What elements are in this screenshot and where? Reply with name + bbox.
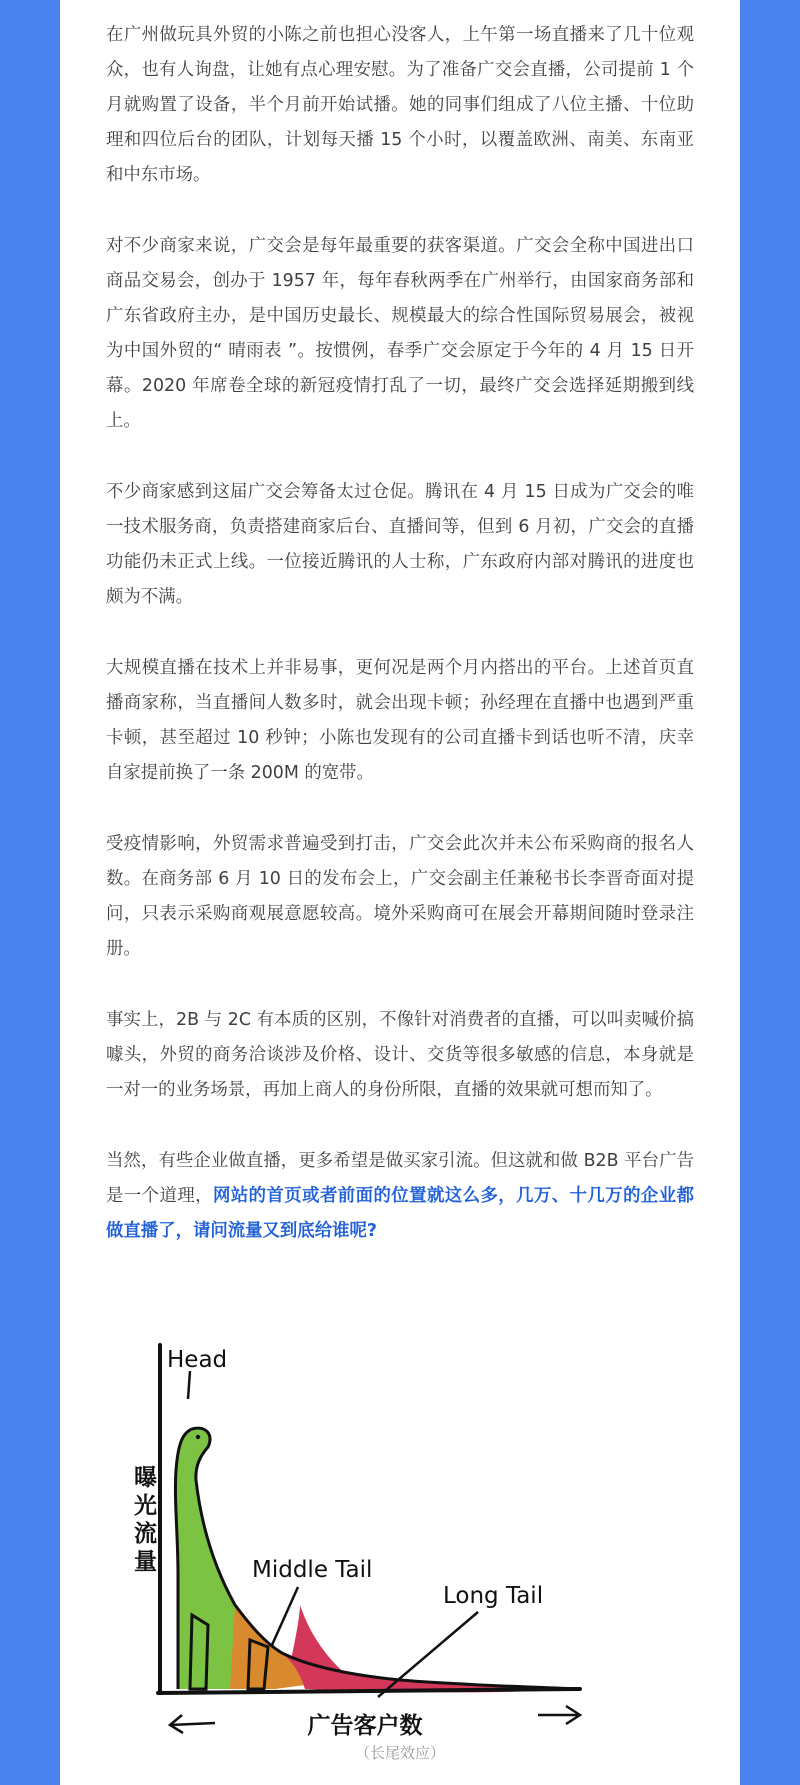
x-axis-label: 广告客户数 [307,1713,423,1739]
right-arrow-icon [538,1706,580,1724]
figure-caption: （长尾效应） [354,1744,445,1762]
left-arrow-icon [170,1715,215,1733]
long-tail-illustration [60,1275,740,1745]
middle-tail-label: Middle Tail [252,1557,373,1583]
article-page [60,0,740,1785]
long-tail-label: Long Tail [443,1583,544,1609]
paragraph: 对不少商家来说，广交会是每年最重要的获客渠道。广交会全称中国进出口商品交易会，创办于 1957 年，每年春秋两季在广州举行，由国家商务部和广东省政府主办，是中国历史最长、规模最大的综合性国际贸易展会，被视为中国外贸的“ 晴雨表 ”。按惯例，春季广交会原定于今年的 4 月 15 日开幕。2020 年席卷全球的新冠疫情打乱了一切，最终广交会选择延期搬到线上。 [106,236,694,431]
dinosaur-back-leg [248,1640,268,1689]
head-pointer-line [188,1371,190,1399]
x-axis [158,1689,580,1693]
paragraph: 大规模直播在技术上并非易事，更何况是两个月内搭出的平台。上述首页直播商家称，当直播间人数多时，就会出现卡顿；孙经理在直播中也遇到严重卡顿，甚至超过 10 秒钟；小陈也发现有的公司直播卡到话也听不清，庆幸自家提前换了一条 200M 的宽带。 [106,658,694,783]
highlighted-text: 网站的首页或者前面的位置就这么多，几万、十几万的企业都做直播了，请问流量又到底给谁呢? [106,1186,694,1241]
head-label: Head [167,1347,228,1373]
dinosaur-eye [196,1435,200,1439]
paragraph-plain-text: 当然，有些企业做直播，更多希望是做买家引流。但这就和做 B2B 平台广告是一个道理， [106,1151,694,1206]
paragraph: 不少商家感到这届广交会筹备太过仓促。腾讯在 4 月 15 日成为广交会的唯一技术服务商，负责搭建商家后台、直播间等，但到 6 月初，广交会的直播功能仍未正式上线。一位接近腾讯的人士称，广东政府内部对腾讯的进度也颇为不满。 [106,482,694,607]
paragraph: 受疫情影响，外贸需求普遍受到打击，广交会此次并未公布采购商的报名人数。在商务部 6 月 10 日的发布会上，广交会副主任兼秘书长李晋奇面对提问，只表示采购商观展意愿较高。境外采购商可在展会开幕期间随时登录注册。 [106,834,694,959]
middle-tail-pointer-line [272,1587,298,1645]
paragraph: 在广州做玩具外贸的小陈之前也担心没客人，上午第一场直播来了几十位观众，也有人询盘，让她有点心理安慰。为了准备广交会直播，公司提前 1 个月就购置了设备，半个月前开始试播。她的同事们组成了八位主播、十位助理和四位后台的团队，计划每天播 15 个小时，以覆盖欧洲、南美、东南亚和中东市场。 [106,25,694,185]
y-axis-label: 曝光流量 [134,1465,157,1575]
article-body [106,18,694,1285]
long-tail-figure [60,1275,740,1745]
paragraph-last [106,1144,694,1249]
paragraph: 事实上，2B 与 2C 有本质的区别，不像针对消费者的直播，可以叫卖喊价搞噱头，外贸的商务洽谈涉及价格、设计、交货等很多敏感的信息，本身就是一对一的业务场景，再加上商人的身份所限，直播的效果就可想而知了。 [106,1010,694,1100]
dinosaur-front-leg [190,1615,208,1689]
